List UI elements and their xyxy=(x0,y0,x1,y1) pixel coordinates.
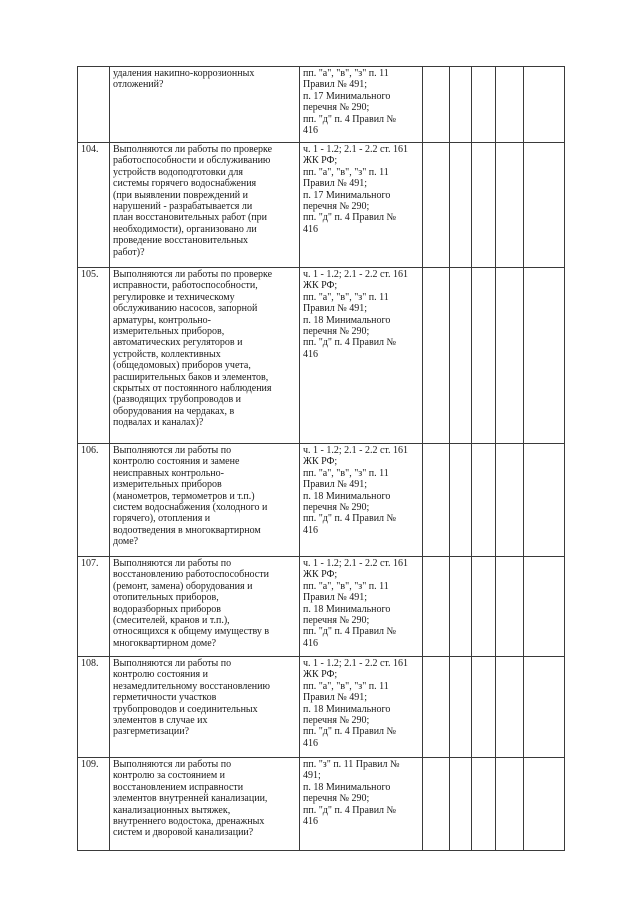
answer-cell[interactable] xyxy=(524,67,565,143)
answer-cell[interactable] xyxy=(496,557,524,657)
question-text: Выполняются ли работы по проверке исправности, работоспособности, регулировке и техническому обслуживанию насосов, запорной арматуры, контрольно- измерительных приборов, автоматических регуляторов и устройств, коллективных (общедомовых) приборов учета, расширительных баков и элементов, скрытых от постоянного наблюдения (разводящих трубопроводов и оборудования на чердаках, в подвалах и каналах)? xyxy=(113,269,273,429)
question-cell xyxy=(110,657,300,758)
answer-cell[interactable] xyxy=(450,557,472,657)
reference-text: ч. 1 - 1.2; 2.1 - 2.2 ст. 161 ЖК РФ; пп. "а", "в", "з" п. 11 Правил № 491; п. 17 Минимального перечня № 290; пп. "д" п. 4 Правил № 416 xyxy=(303,144,409,235)
answer-cell[interactable] xyxy=(423,657,450,758)
reference-text: ч. 1 - 1.2; 2.1 - 2.2 ст. 161 ЖК РФ; пп. "а", "в", "з" п. 11 Правил № 491; п. 18 Минимального перечня № 290; пп. "д" п. 4 Правил № 416 xyxy=(303,445,409,536)
reference-cell xyxy=(300,67,423,143)
answer-cell[interactable] xyxy=(524,268,565,444)
reference-text: ч. 1 - 1.2; 2.1 - 2.2 ст. 161 ЖК РФ; пп. "а", "в", "з" п. 11 Правил № 491; п. 18 Минимального перечня № 290; пп. "д" п. 4 Правил № 416 xyxy=(303,658,409,749)
answer-cell[interactable] xyxy=(472,444,496,557)
row-number: 108. xyxy=(78,657,110,758)
question-cell xyxy=(110,444,300,557)
answer-cell[interactable] xyxy=(423,444,450,557)
answer-cell[interactable] xyxy=(472,557,496,657)
reference-cell xyxy=(300,268,423,444)
table-row xyxy=(78,268,565,444)
row-number: 107. xyxy=(78,557,110,657)
answer-cell[interactable] xyxy=(423,143,450,268)
question-cell xyxy=(110,67,300,143)
row-number: 104. xyxy=(78,143,110,268)
answer-cell[interactable] xyxy=(496,758,524,851)
answer-cell[interactable] xyxy=(450,143,472,268)
table-row xyxy=(78,557,565,657)
answer-cell[interactable] xyxy=(450,758,472,851)
answer-cell[interactable] xyxy=(496,143,524,268)
question-cell xyxy=(110,557,300,657)
question-text: Выполняются ли работы по контролю состояния и незамедлительному восстановлению герметичности участков трубопроводов и соединительных элементов в случае их разгерметизации? xyxy=(113,658,270,738)
checklist-table xyxy=(77,66,565,851)
question-cell xyxy=(110,268,300,444)
reference-cell xyxy=(300,444,423,557)
reference-text: ч. 1 - 1.2; 2.1 - 2.2 ст. 161 ЖК РФ; пп. "а", "в", "з" п. 11 Правил № 491; п. 18 Минимального перечня № 290; пп. "д" п. 4 Правил № 416 xyxy=(303,269,409,360)
answer-cell[interactable] xyxy=(496,268,524,444)
answer-cell[interactable] xyxy=(472,758,496,851)
row-number xyxy=(78,67,110,143)
question-text: Выполняются ли работы по контролю за состоянием и восстановлением исправности элементов внутренней канализации, канализационных вытяжек, внутреннего водостока, дренажных систем и дворовой канализации? xyxy=(113,759,268,839)
answer-cell[interactable] xyxy=(450,67,472,143)
table-row xyxy=(78,444,565,557)
answer-cell[interactable] xyxy=(450,657,472,758)
table-body xyxy=(78,67,565,851)
reference-text: ч. 1 - 1.2; 2.1 - 2.2 ст. 161 ЖК РФ; пп. "а", "в", "з" п. 11 Правил № 491; п. 18 Минимального перечня № 290; пп. "д" п. 4 Правил № 416 xyxy=(303,558,409,649)
question-cell xyxy=(110,143,300,268)
question-cell xyxy=(110,758,300,851)
reference-cell xyxy=(300,657,423,758)
answer-cell[interactable] xyxy=(496,67,524,143)
answer-cell[interactable] xyxy=(524,444,565,557)
answer-cell[interactable] xyxy=(472,268,496,444)
row-number: 106. xyxy=(78,444,110,557)
reference-text: пп. "з" п. 11 Правил № 491; п. 18 Минимального перечня № 290; пп. "д" п. 4 Правил № 416 xyxy=(303,759,400,828)
reference-text: пп. "а", "в", "з" п. 11 Правил № 491; п. 17 Минимального перечня № 290; пп. "д" п. 4 Правил № 416 xyxy=(303,68,397,137)
answer-cell[interactable] xyxy=(496,444,524,557)
reference-cell xyxy=(300,143,423,268)
answer-cell[interactable] xyxy=(524,143,565,268)
answer-cell[interactable] xyxy=(524,557,565,657)
answer-cell[interactable] xyxy=(496,657,524,758)
answer-cell[interactable] xyxy=(472,657,496,758)
table-row xyxy=(78,143,565,268)
question-text: удаления накипно-коррозионных отложений? xyxy=(113,68,255,91)
answer-cell[interactable] xyxy=(450,268,472,444)
answer-cell[interactable] xyxy=(423,557,450,657)
answer-cell[interactable] xyxy=(524,758,565,851)
answer-cell[interactable] xyxy=(472,67,496,143)
table-row xyxy=(78,758,565,851)
row-number: 109. xyxy=(78,758,110,851)
question-text: Выполняются ли работы по восстановлению работоспособности (ремонт, замена) оборудования и отопительных приборов, водоразборных приборов (смесителей, кранов и т.п.), относящихся к общему имуществу в многоквартирном доме? xyxy=(113,558,270,649)
row-number: 105. xyxy=(78,268,110,444)
answer-cell[interactable] xyxy=(423,758,450,851)
table-row xyxy=(78,657,565,758)
question-text: Выполняются ли работы по проверке работоспособности и обслуживанию устройств водоподготовки для системы горячего водоснабжения (при выявлении повреждений и нарушений - разрабатывается ли план восстановительных работ (при необходимости), организовано ли проведение восстановительных работ)? xyxy=(113,144,273,258)
reference-cell xyxy=(300,758,423,851)
question-text: Выполняются ли работы по контролю состояния и замене неисправных контрольно- измерительных приборов (манометров, термометров и т.п.) систем водоснабжения (холодного и горячего), отопления и водоотведения в многоквартирном доме? xyxy=(113,445,268,548)
answer-cell[interactable] xyxy=(450,444,472,557)
answer-cell[interactable] xyxy=(423,67,450,143)
answer-cell[interactable] xyxy=(524,657,565,758)
reference-cell xyxy=(300,557,423,657)
answer-cell[interactable] xyxy=(472,143,496,268)
answer-cell[interactable] xyxy=(423,268,450,444)
table-row xyxy=(78,67,565,143)
